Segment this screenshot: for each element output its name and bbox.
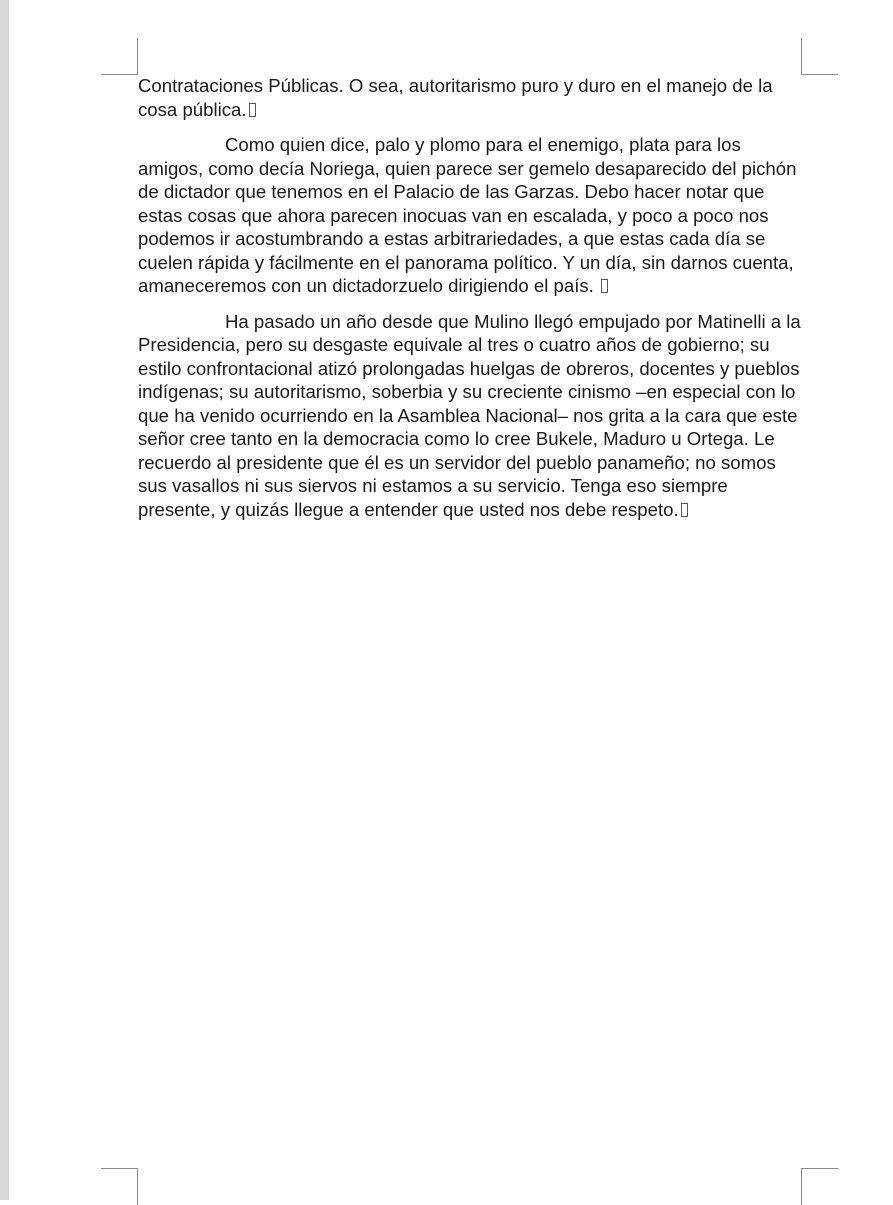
paragraph-mark-icon [681,503,688,517]
paragraph-3[interactable] [138,310,808,522]
window-left-gutter [0,0,9,1200]
paragraph-mark-icon [249,103,256,117]
document-body[interactable] [138,74,808,533]
paragraph-2[interactable] [138,133,808,298]
paragraph-1[interactable] [138,74,808,121]
paragraph-1-text: Contrataciones Públicas. O sea, autoritarismo puro y duro en el manejo de la cosa pública. [138,75,773,120]
crop-mark-top-right [801,38,838,75]
paragraph-3-text: Ha pasado un año desde que Mulino llegó empujado por Matinelli a la Presidencia, pero su desgaste equivale al tres o cuatro años de gobierno; su estilo confrontacional atizó prolongadas huelgas de obreros, docentes y pueblos indígenas; su autoritarismo, soberbia y su creciente cinismo –en especial con lo que ha venido ocurriendo en la Asamblea Nacional– nos grita a la cara que este señor cree tanto en la democracia como lo cree Bukele, Maduro u Ortega. Le recuerdo al presidente que él es un servidor del pueblo panameño; no somos sus vasallos ni sus siervos ni estamos a su servicio. Tenga eso siempre presente, y quizás llegue a entender que usted nos debe respeto. [138,310,801,520]
crop-mark-bottom-right [801,1168,838,1205]
document-page[interactable] [9,0,893,1200]
crop-mark-bottom-left [101,1168,138,1205]
paragraph-2-text: Como quien dice, palo y plomo para el enemigo, plata para los amigos, como decía Noriega, quien parece ser gemelo desaparecido del pichón de dictador que tenemos en el Palacio de las Garzas. Debo hacer notar que estas cosas que ahora parecen inocuas van en escalada, y poco a poco nos podemos ir acostumbrando a estas arbitrariedades, a que estas cada día se cuelen rápida y fácilmente en el panorama político. Y un día, sin darnos cuenta, amaneceremos con un dictadorzuelo dirigiendo el país. [138,134,797,296]
crop-mark-top-left [101,38,138,75]
paragraph-mark-icon [601,279,608,293]
